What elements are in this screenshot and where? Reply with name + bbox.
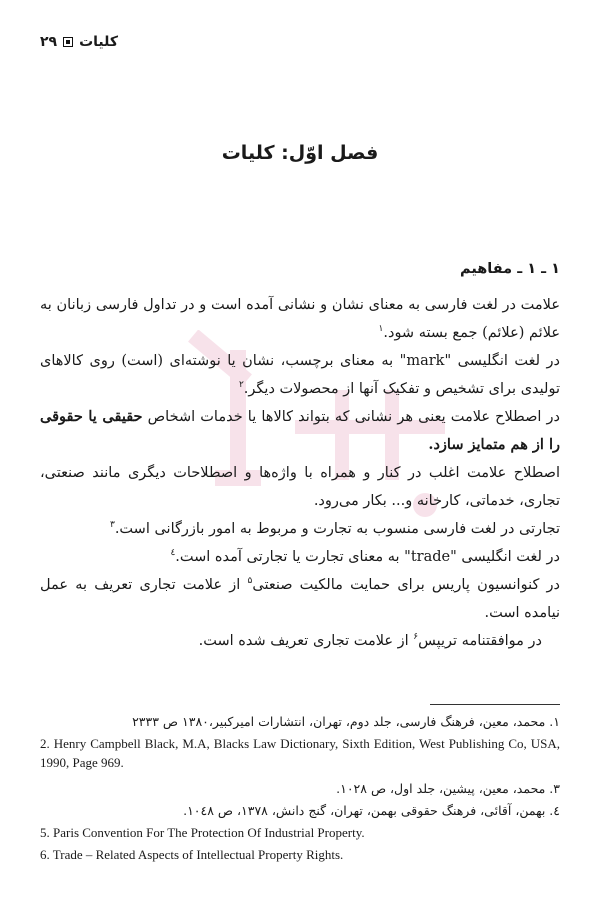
footnote-ref[interactable]: ۲ <box>238 380 244 391</box>
footnote-ref[interactable]: ۶ <box>413 632 419 643</box>
footnote-divider <box>430 704 560 705</box>
footnote-5: 5. Paris Convention For The Protection Of Industrial Property. <box>40 825 365 840</box>
paragraph-7 <box>40 571 560 627</box>
footnote-6: 6. Trade – Related Aspects of Intellectual Property Rights. <box>40 847 344 862</box>
footnotes <box>40 712 560 867</box>
header-title: کلیات <box>79 34 118 50</box>
footnote-ref[interactable]: ۵ <box>247 576 253 587</box>
square-bullet-icon <box>63 37 73 47</box>
paragraph-1 <box>40 291 560 347</box>
paragraph-text: در موافقتنامه تریپس <box>418 633 542 649</box>
paragraph-text: علامت در لغت فارسی به معنای نشان و نشانی آمده است و در تداول فارسی زبانان به علائم (علائم) جمع بسته شود. <box>40 297 560 341</box>
paragraph-2 <box>40 347 560 403</box>
footnote-ref[interactable]: ٤ <box>170 548 176 559</box>
paragraph-6 <box>40 543 560 571</box>
section-heading: ۱ ـ ۱ ـ مفاهیم <box>459 261 560 277</box>
paragraph-text: در کنوانسیون پاریس برای حمایت مالکیت صنعتی <box>252 577 560 593</box>
paragraph-text: تجارتی در لغت فارسی منسوب به تجارت و مربوط به امور بازرگانی است. <box>114 521 560 537</box>
footnote-3: ۳. محمد، معین، پیشین، جلد اول، ص ۱۰۲۸. <box>336 781 560 796</box>
paragraph-text: از علامت تجاری تعریف به عمل نیامده است. <box>40 577 560 621</box>
footnote-ref[interactable]: ۱ <box>378 324 384 335</box>
paragraph-8 <box>40 627 560 655</box>
paragraph-bold-text: حقیقی یا حقوقی را از هم متمایز سازد. <box>40 408 560 453</box>
paragraph-text: از علامت تجاری تعریف شده است. <box>198 633 409 649</box>
running-header <box>40 34 118 50</box>
paragraph-5 <box>40 515 560 543</box>
page-number: ۲۹ <box>40 34 58 50</box>
paragraph-text: در لغت انگلیسی "mark" به معنای برچسب، نشان یا نوشته‌ای (است) روی کالاهای تولیدی برای تشخیص و تفکیک آنها از محصولات دیگر. <box>40 353 560 397</box>
paragraph-text: اصطلاح علامت اغلب در کنار و همراه با واژه‌ها و اصطلاحات دیگری مانند صنعتی، تجاری، خدماتی، کارخانه و... بکار می‌رود. <box>40 465 560 509</box>
footnote-4: ٤. بهمن، آقائی، فرهنگ حقوقی بهمن، تهران، گنج دانش، ۱۳۷۸، ص ۱۰٤۸. <box>183 803 560 818</box>
footnote-ref[interactable]: ۳ <box>109 520 115 531</box>
footnote-2: 2. Henry Campbell Black, M.A, Blacks Law Dictionary, Sixth Edition, West Publishing Co, USA, 1990, Page 969. <box>40 736 560 770</box>
footnote-1: ۱. محمد، معین، فرهنگ فارسی، جلد دوم، تهران، انتشارات امیرکبیر،۱۳۸۰ ص ۲۳۳۳ <box>132 714 560 729</box>
paragraph-text: در اصطلاح علامت یعنی هر نشانی که بتواند کالاها یا خدمات اشخاص <box>147 409 561 425</box>
paragraph-3 <box>40 403 560 459</box>
chapter-title: فصل اوّل: کلیات <box>221 142 379 164</box>
paragraph-4 <box>40 459 560 515</box>
body-text <box>40 255 560 655</box>
paragraph-text: در لغت انگلیسی "trade" به معنای تجارت یا تجارتی آمده است. <box>175 549 560 565</box>
